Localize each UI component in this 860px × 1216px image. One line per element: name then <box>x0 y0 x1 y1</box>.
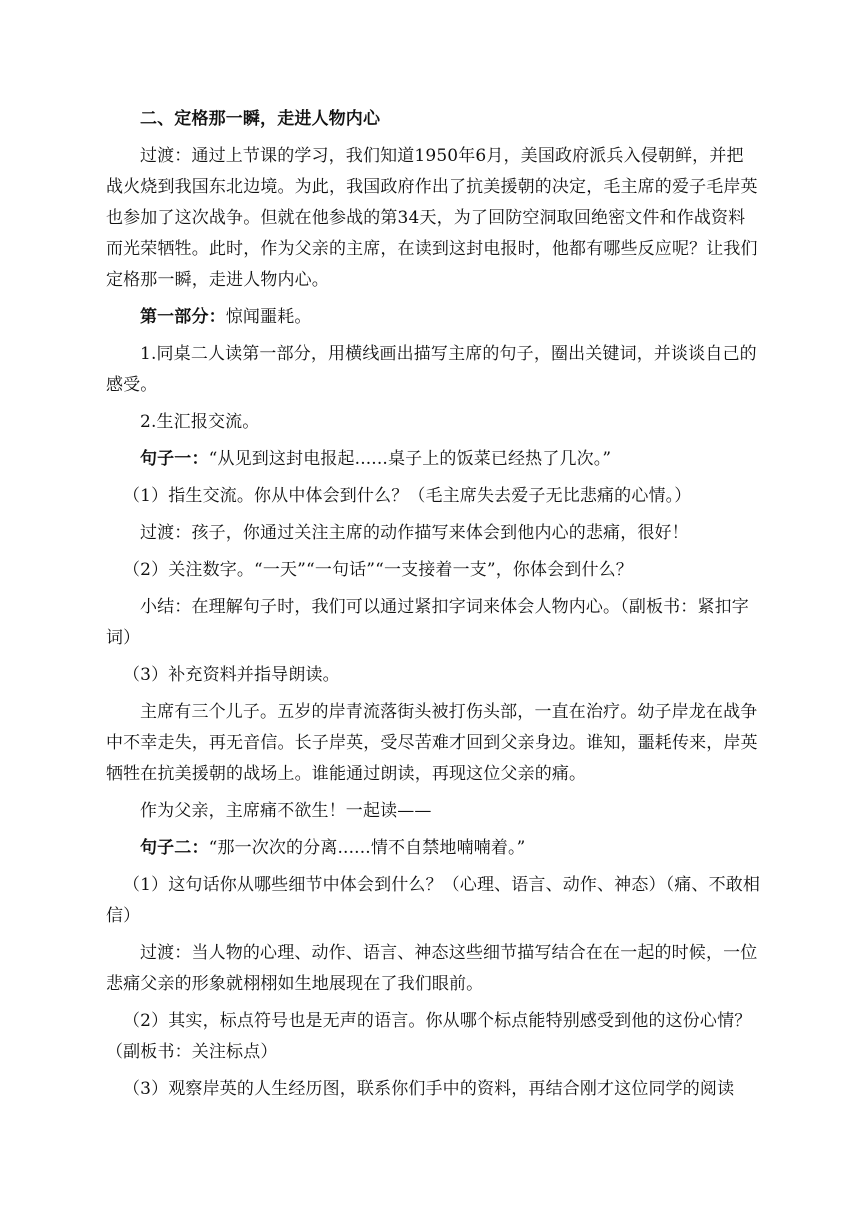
paragraph-summary: 小结：在理解句子时，我们可以通过紧扣字词来体会人物内心。（副板书：紧扣字词） <box>106 597 749 648</box>
paragraph-step-2: 2.生汇报交流。 <box>140 412 260 432</box>
paragraph-numbers-focus: （2）关注数字。“一天”“一句话”“一支接着一支”，你体会到什么？ <box>123 560 633 580</box>
paragraph-punctuation: （2）其实，标点符号也是无声的语言。你从哪个标点能特别感受到他的这份心情？（副板书：关注标点） <box>106 1011 752 1062</box>
paragraph-transition-3: 过渡：当人物的心理、动作、语言、神态这些细节描写结合在在一起的时候，一位悲痛父亲的形象就栩栩如生地展现在了我们眼前。 <box>106 943 758 994</box>
part-one-title: 惊闻噩耗。 <box>225 307 312 327</box>
paragraph-sentence-one <box>106 444 760 475</box>
paragraph-sons-story: 主席有三个儿子。五岁的岸青流落街头被打伤头部，一直在治疗。幼子岸龙在战争中不幸走失，再无音信。长子岸英，受尽苦难才回到父亲身边。谁知，噩耗传来，岸英牺牲在抗美援朝的战场上。谁能通过朗读，再现这位父亲的痛。 <box>106 702 758 784</box>
sentence-one-label: 句子一： <box>140 449 209 469</box>
sentence-two-text: “那一次次的分离......情不自禁地喃喃着。” <box>208 838 526 858</box>
part-one-label: 第一部分： <box>140 307 226 327</box>
paragraph-part-one <box>106 302 760 333</box>
paragraph-observe-chart: （3）观察岸英的人生经历图，联系你们手中的资料，再结合刚才这位同学的阅读 <box>123 1079 735 1099</box>
paragraph-step-1: 1.同桌二人读第一部分，用横线画出描写主席的句子，圈出关键词，并谈谈自己的感受。 <box>106 344 757 395</box>
paragraph-read-together: 作为父亲，主席痛不欲生！一起读—— <box>140 801 432 821</box>
paragraph-transition-intro: 过渡：通过上节课的学习，我们知道1950年6月，美国政府派兵入侵朝鲜，并把战火烧到我国东北边境。为此，我国政府作出了抗美援朝的决定，毛主席的爱子毛岸英也参加了这次战争。但就在他参战的第34天，为了回防空洞取回绝密文件和作战资料而光荣牺牲。此时，作为父亲的主席，在读到这封电报时，他都有哪些反应呢？让我们定格那一瞬，走进人物内心。 <box>106 146 758 290</box>
sentence-two-label: 句子二： <box>140 838 209 858</box>
paragraph-details-question: （1）这句话你从哪些细节中体会到什么？（心理、语言、动作、神态）（痛、不敢相信） <box>106 875 761 926</box>
paragraph-transition-2: 过渡：孩子，你通过关注主席的动作描写来体会到他内心的悲痛，很好！ <box>140 523 689 543</box>
sentence-one-text: “从见到这封电报起......桌子上的饭菜已经热了几次。” <box>208 449 612 469</box>
document-body <box>106 104 760 1111</box>
section-title: 二、定格那一瞬，走进人物内心 <box>140 109 381 129</box>
paragraph-sentence-two <box>106 833 760 864</box>
paragraph-supplement: （3）补充资料并指导朗读。 <box>123 665 340 685</box>
paragraph-discussion-1: （1）指生交流。你从中体会到什么？（毛主席失去爱子无比悲痛的心情。） <box>123 486 692 506</box>
